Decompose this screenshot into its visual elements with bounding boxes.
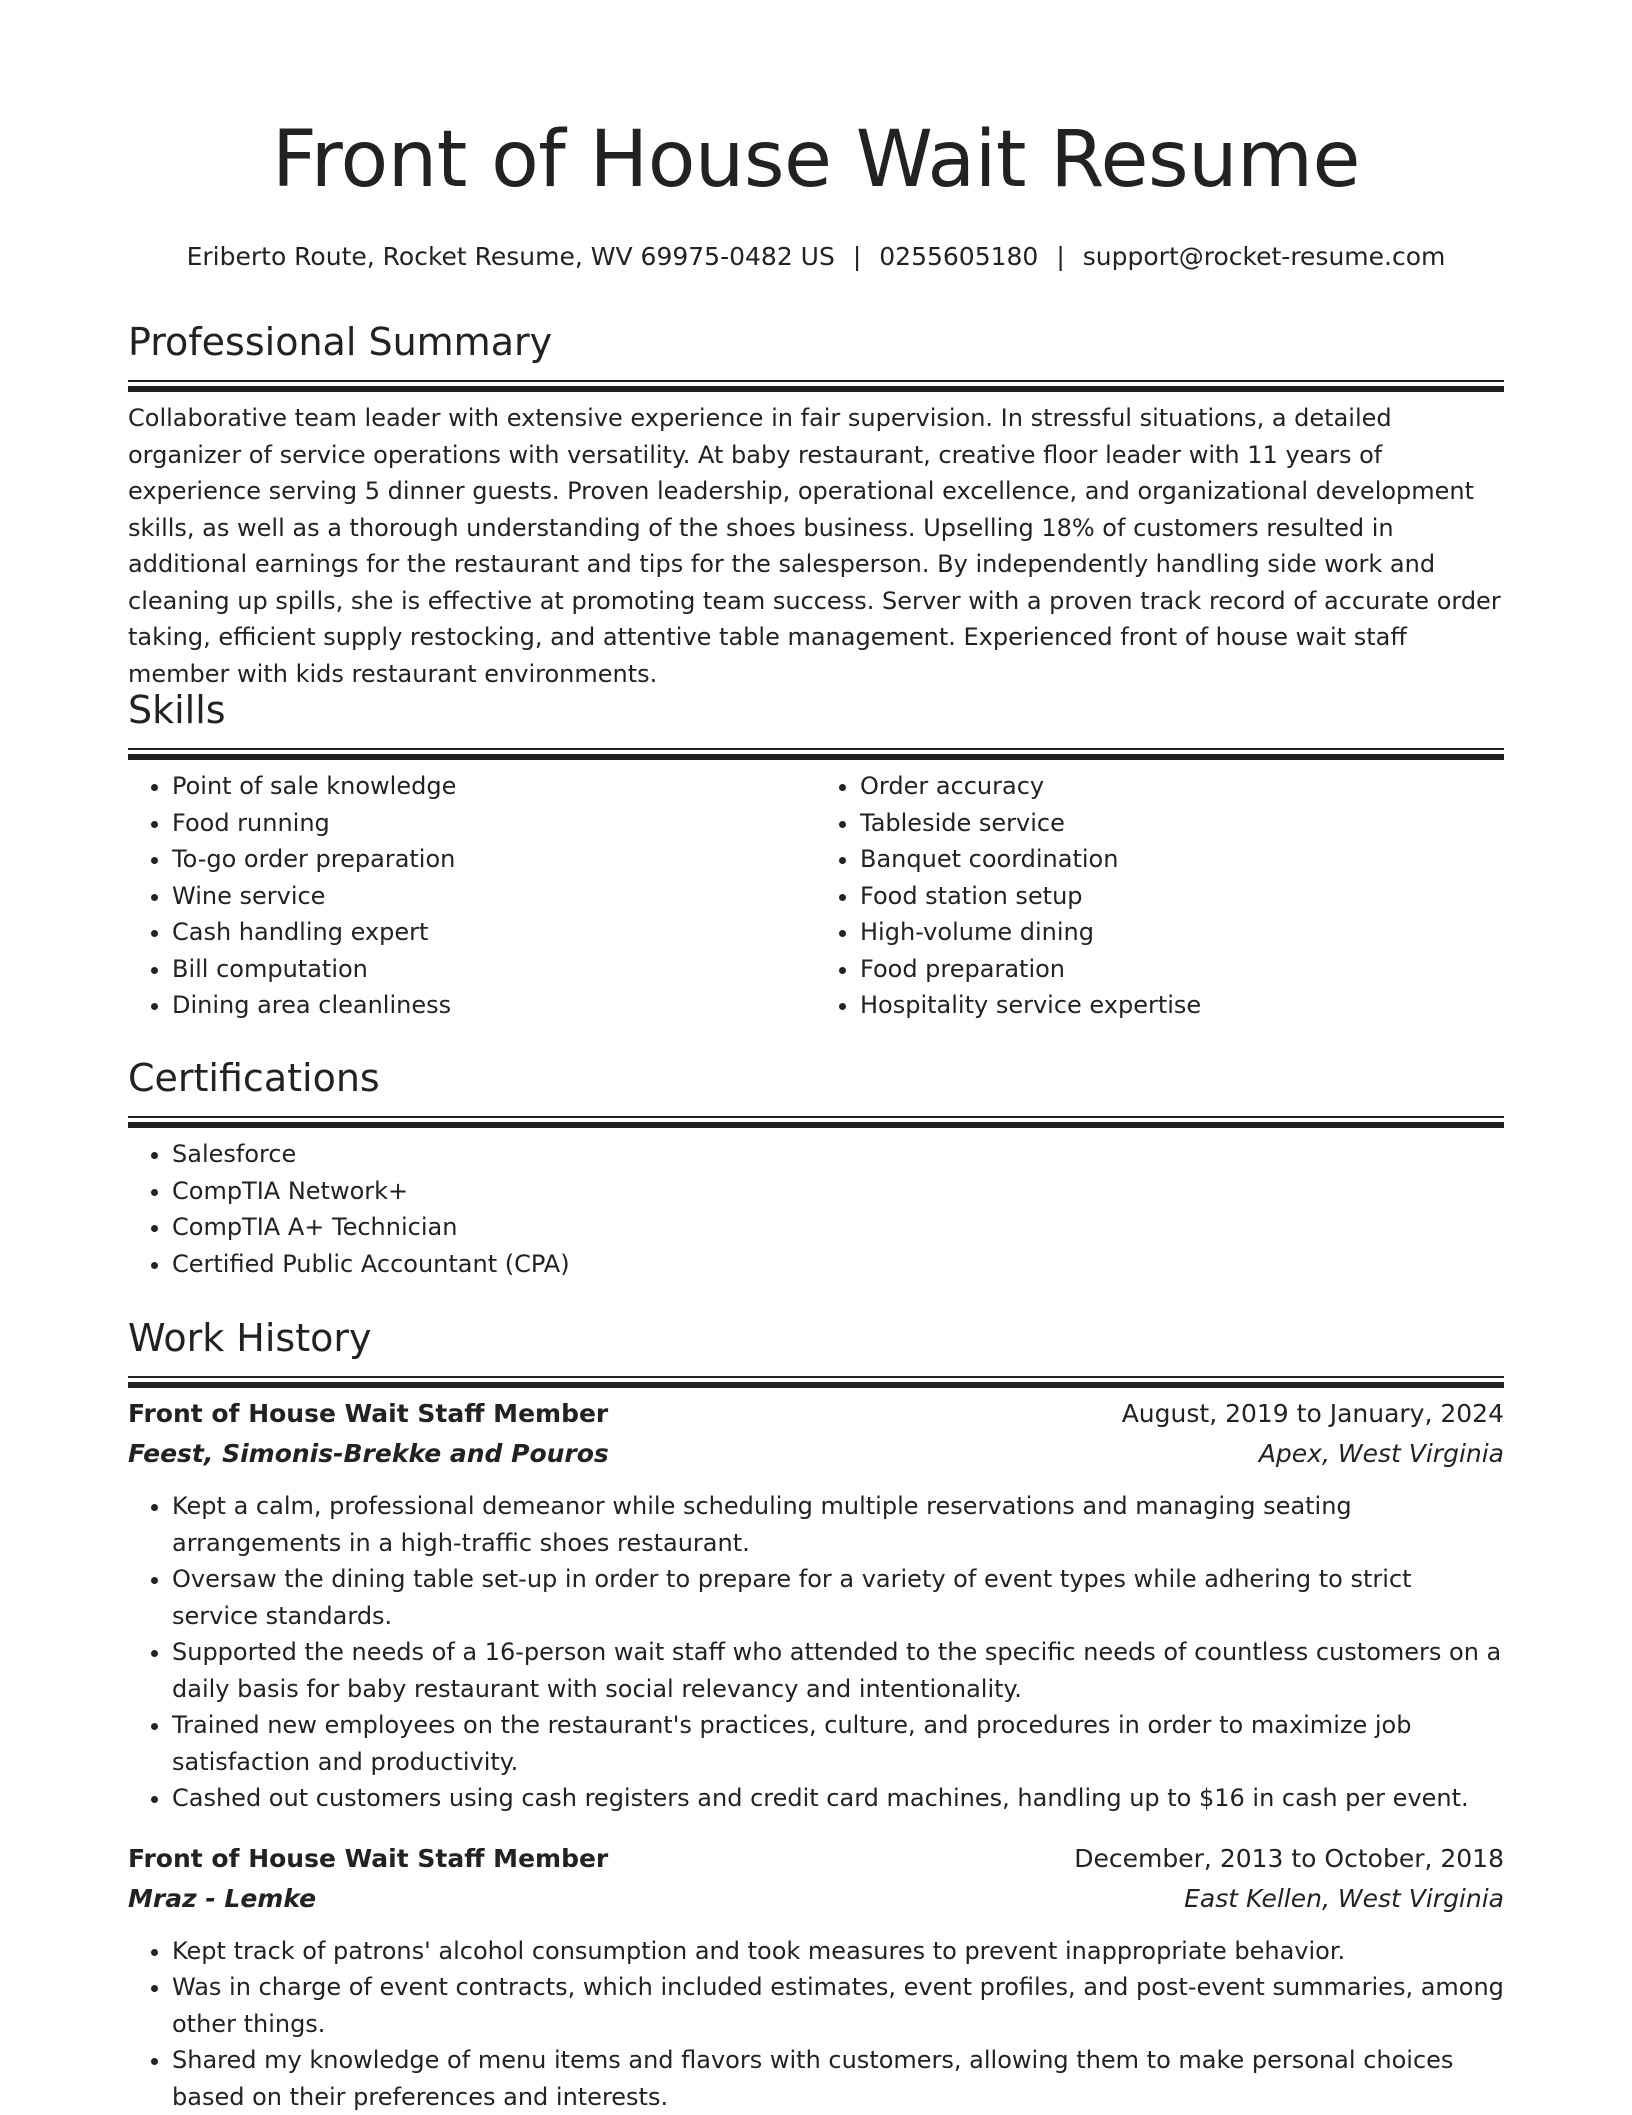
skills-list-left bbox=[128, 768, 816, 1024]
certification-item: • CompTIA A+ Technician bbox=[172, 1209, 1504, 1246]
job-bullets bbox=[128, 1488, 1504, 1817]
job-bullet: • Cashed out customers using cash registers and credit card machines, handling up to $16 in cash per event. bbox=[172, 1780, 1504, 1817]
job-entry bbox=[128, 1839, 1504, 2115]
certifications-heading: Certifications bbox=[128, 1054, 1504, 1102]
section-divider bbox=[128, 1376, 1504, 1382]
job-title: Front of House Wait Staff Member bbox=[128, 1839, 608, 1879]
skills-list-right bbox=[816, 768, 1504, 1024]
summary-section bbox=[128, 318, 1504, 692]
job-bullet: • Trained new employees on the restaurant's practices, culture, and procedures in order to maximize job satisfaction and productivity. bbox=[172, 1707, 1504, 1780]
job-title: Front of House Wait Staff Member bbox=[128, 1394, 608, 1434]
work-history-section bbox=[128, 1314, 1504, 2115]
skills-columns bbox=[128, 754, 1504, 1024]
section-divider bbox=[128, 1116, 1504, 1122]
job-company: Mraz - Lemke bbox=[128, 1879, 316, 1919]
skill-item: • Tableside service bbox=[860, 805, 1504, 842]
skill-item: • Hospitality service expertise bbox=[860, 987, 1504, 1024]
certification-item: • Certified Public Accountant (CPA) bbox=[172, 1246, 1504, 1283]
skill-item: • Order accuracy bbox=[860, 768, 1504, 805]
job-header bbox=[128, 1839, 1504, 1879]
contact-email: support@rocket-resume.com bbox=[1083, 242, 1446, 271]
skill-item: • Wine service bbox=[172, 878, 816, 915]
summary-heading: Professional Summary bbox=[128, 318, 1504, 366]
job-bullet: • Oversaw the dining table set-up in order to prepare for a variety of event types while adhering to strict service standards. bbox=[172, 1561, 1504, 1634]
skill-item: • Point of sale knowledge bbox=[172, 768, 816, 805]
contact-line bbox=[128, 240, 1504, 274]
job-subheader bbox=[128, 1434, 1504, 1474]
job-bullet: • Kept track of patrons' alcohol consumption and took measures to prevent inappropriate behavior. bbox=[172, 1933, 1504, 1970]
certification-item: • Salesforce bbox=[172, 1136, 1504, 1173]
skill-item: • High-volume dining bbox=[860, 914, 1504, 951]
skill-item: • To-go order preparation bbox=[172, 841, 816, 878]
summary-text: Collaborative team leader with extensive experience in fair supervision. In stressful situations, a detailed organizer of service operations with versatility. At baby restaurant, creative floor leader with 11 years of experience serving 5 dinner guests. Proven leadership, operational excellence, and organizational development skills, as well as a thorough understanding of the shoes business. Upselling 18% of customers resulted in additional earnings for the restaurant and tips for the salesperson. By independently handling side work and cleaning up spills, she is effective at promoting team success. Server with a proven track record of accurate order taking, efficient supply restocking, and attentive table management. Experienced front of house wait staff member with kids restaurant environments. bbox=[128, 400, 1504, 692]
skill-item: • Food running bbox=[172, 805, 816, 842]
skill-item: • Food station setup bbox=[860, 878, 1504, 915]
skill-item: • Bill computation bbox=[172, 951, 816, 988]
job-subheader bbox=[128, 1879, 1504, 1919]
contact-phone: 0255605180 bbox=[879, 242, 1038, 271]
job-location: Apex, West Virginia bbox=[1259, 1434, 1504, 1474]
contact-separator: | bbox=[1038, 240, 1082, 274]
skill-item: • Dining area cleanliness bbox=[172, 987, 816, 1024]
job-bullets bbox=[128, 1933, 1504, 2115]
skill-item: • Banquet coordination bbox=[860, 841, 1504, 878]
job-dates: August, 2019 to January, 2024 bbox=[1122, 1394, 1504, 1434]
certification-item: • CompTIA Network+ bbox=[172, 1173, 1504, 1210]
skill-item: • Cash handling expert bbox=[172, 914, 816, 951]
job-entry bbox=[128, 1394, 1504, 1817]
skill-item: • Food preparation bbox=[860, 951, 1504, 988]
job-company: Feest, Simonis-Brekke and Pouros bbox=[128, 1434, 609, 1474]
certifications-section bbox=[128, 1054, 1504, 1282]
job-header bbox=[128, 1394, 1504, 1434]
resume-title: Front of House Wait Resume bbox=[128, 118, 1504, 204]
work-history-heading: Work History bbox=[128, 1314, 1504, 1362]
skills-heading: Skills bbox=[128, 686, 1504, 734]
job-dates: December, 2013 to October, 2018 bbox=[1074, 1839, 1504, 1879]
job-bullet: • Was in charge of event contracts, which included estimates, event profiles, and post-event summaries, among other things. bbox=[172, 1969, 1504, 2042]
job-bullet: • Supported the needs of a 16-person wait staff who attended to the specific needs of countless customers on a daily basis for baby restaurant with social relevancy and intentionality. bbox=[172, 1634, 1504, 1707]
job-bullet: • Shared my knowledge of menu items and flavors with customers, allowing them to make personal choices based on their preferences and interests. bbox=[172, 2042, 1504, 2115]
contact-address: Eriberto Route, Rocket Resume, WV 69975-0482 US bbox=[187, 242, 835, 271]
section-divider bbox=[128, 380, 1504, 386]
certifications-list bbox=[128, 1136, 1504, 1282]
job-bullet: • Kept a calm, professional demeanor while scheduling multiple reservations and managing seating arrangements in a high-traffic shoes restaurant. bbox=[172, 1488, 1504, 1561]
job-location: East Kellen, West Virginia bbox=[1184, 1879, 1504, 1919]
contact-separator: | bbox=[835, 240, 879, 274]
skills-section bbox=[128, 686, 1504, 1024]
